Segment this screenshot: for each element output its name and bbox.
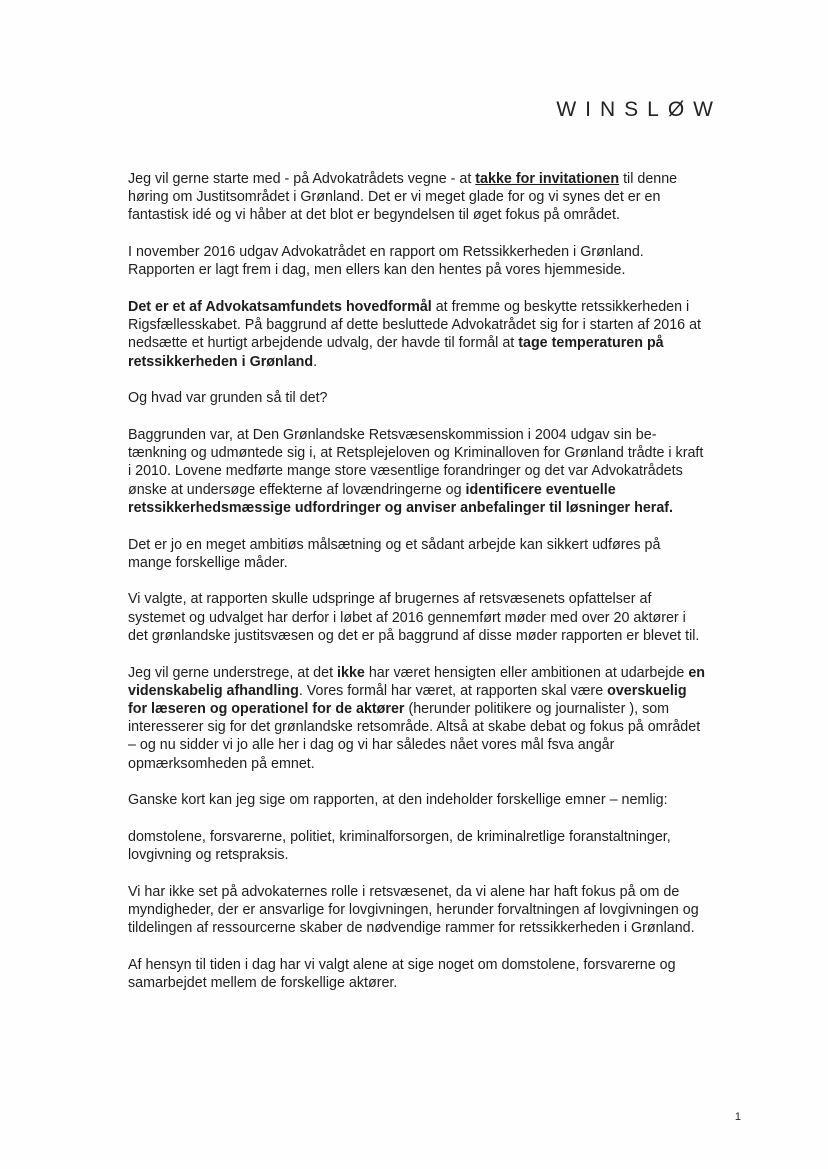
paragraph-3-text-d: . [313, 353, 318, 370]
paragraph-2: I november 2016 udgav Advokatrådet en rapport om Retssikkerheden i Grønland. Rapporten er lagt frem i dag, men ellers kan den hentes på vores hjemmeside. [128, 244, 644, 279]
paragraph-11: Vi har ikke set på advokaternes rolle i retsvæsenet, da vi alene har haft fokus på om de myndigheder, der er ansvarlige for lovgivningen, herunder forvaltningen af lovgivningen og tildelingen af ressourcerne skaber de nødvendige rammer for retssikkerheden i Grønland. [128, 883, 699, 937]
page-number: 1 [734, 1111, 741, 1123]
paragraph-1 [128, 170, 708, 225]
paragraph-8-text-g: (herunder politikere og journalister ), som interesserer sig for det grønlandske retsområde. Altså at skabe debat og fokus på området – og nu sidder vi jo alle her i dag og vi har således nået vores mål fsva angår opmærksomheden på emnet. [128, 700, 701, 772]
paragraph-1-emphasis: takke for invitationen [475, 171, 620, 187]
paragraph-8-bold-d: en videnskabelig afhandling [128, 664, 706, 699]
paragraph-8-bold-f: overskuelig for læseren og operationel for de aktører [128, 682, 687, 717]
paragraph-8-text-c: har været hensigten eller ambitionen at udarbejde [364, 664, 689, 681]
paragraph-3 [128, 298, 708, 371]
paragraph-3-bold-c: tage temperaturen på retssikkerheden i Grønland [128, 335, 664, 370]
paragraph-8-text-e: . Vores formål har været, at rapporten skal være [298, 682, 608, 699]
paragraph-10: domstolene, forsvarerne, politiet, kriminalforsorgen, de kriminalretlige foranstaltninger, lovgivning og retspraksis. [128, 828, 671, 864]
document-body [128, 170, 708, 1011]
paragraph-7: Vi valgte, at rapporten skulle udspringe af brugernes af retsvæsenets opfattelser af systemet og udvalget har derfor i løbet af 2016 gennemført møder med over 20 aktører i det grønlandske justitsvæsen og det er på baggrund af disse møder rapporten er blevet til. [128, 591, 700, 644]
paragraph-1-text-c: til denne høring om Justitsområdet i Grønland. Det er vi meget glade for og vi synes det er en fantastisk idé og vi håber at det blot er begyndelsen til øget fokus på området. [128, 171, 678, 224]
paragraph-8-bold-b: ikke [337, 664, 365, 681]
paragraph-3-text-b: at fremme og beskytte retssikkerheden i Rigsfællesskabet. På baggrund af dette besluttede Advokatrådet sig for i starten af 2016 at nedsætte et hurtigt arbejdende udvalg, der havde til formål at [128, 299, 702, 352]
paragraph-8 [128, 664, 708, 773]
paragraph-6: Det er jo en meget ambitiøs målsætning og et sådant arbejde kan sikkert udføres på mange forskellige måder. [128, 536, 661, 571]
paragraph-5-text-a: Baggrunden var, at Den Grønlandske Retsvæsenskommission i 2004 udgav sin betænkning og udmøntede sig i, at Retsplejeloven og Kriminalloven for Grønland trådte i kraft i 2010. Lovene medførte mange store væsentlige forandringer og det var Advokatrådets ønske at undersøge effekterne af lovændringerne og [128, 427, 704, 498]
paragraph-12: Af hensyn til tiden i dag har vi valgt alene at sige noget om domstolene, forsvarerne og samarbejdet mellem de forskellige aktører. [128, 957, 676, 992]
paragraph-3-bold-a: Det er et af Advokatsamfundets hovedformål [128, 299, 432, 316]
paragraph-5 [128, 426, 708, 517]
paragraph-9: Ganske kort kan jeg sige om rapporten, at den indeholder forskellige emner – nemlig: [128, 792, 668, 809]
company-logo: WINSLØW [556, 98, 722, 121]
paragraph-4: Og hvad var grunden så til det? [128, 390, 328, 407]
paragraph-5-bold-b: identificere eventuelle retssikkerhedsmæssige udfordringer og anviser anbefalinger til løsninger heraf. [128, 481, 674, 516]
paragraph-8-text-a: Jeg vil gerne understrege, at det [128, 664, 338, 681]
paragraph-1-text-a: Jeg vil gerne starte med - på Advokatrådets vegne - at [128, 171, 476, 187]
